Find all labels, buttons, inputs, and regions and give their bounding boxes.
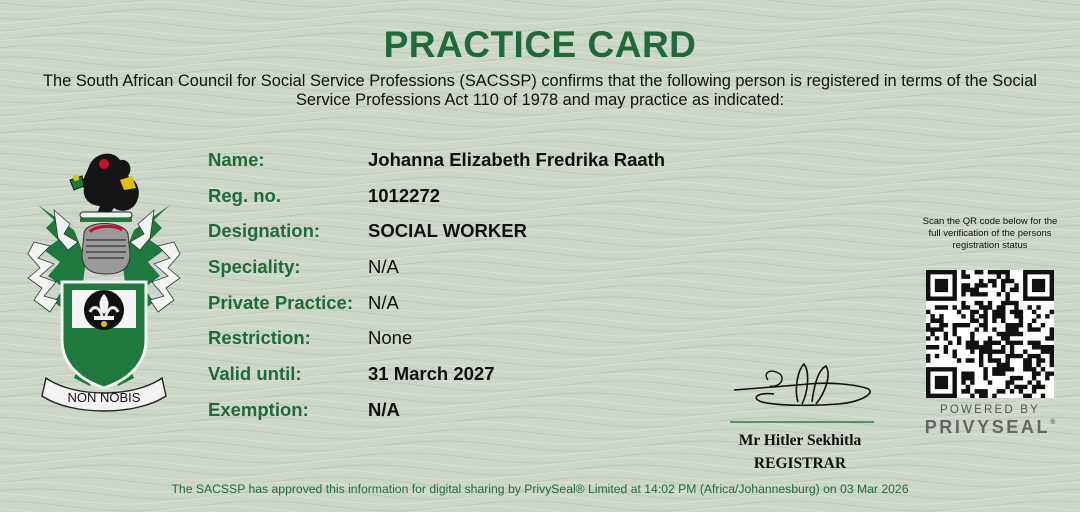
detail-value: N/A xyxy=(368,256,399,278)
registrar-role: REGISTRAR xyxy=(753,455,847,472)
registrar-name: Mr Hitler Sekhitla xyxy=(738,432,862,449)
powered-by-label: POWERED BY xyxy=(940,404,1040,416)
card-intro-text: The South African Council for Social Service Professions (SACSSP) confirms that the following person is registered in terms of the Social Service Professions Act 110 of 1978 and may practice as indicated: xyxy=(43,72,1037,109)
registrar-signature xyxy=(728,358,878,426)
guilloche-line xyxy=(0,117,1080,127)
detail-label: Restriction: xyxy=(208,327,311,349)
privyseal-wordmark: PRIVYSEAL xyxy=(924,417,1051,437)
detail-label: Valid until: xyxy=(208,363,302,385)
detail-value: 31 March 2027 xyxy=(368,363,495,385)
registered-mark: ® xyxy=(1050,419,1056,426)
detail-value: Johanna Elizabeth Fredrika Raath xyxy=(368,149,666,170)
detail-value: N/A xyxy=(368,291,399,313)
card-title: PRACTICE CARD xyxy=(383,24,697,65)
detail-label: Name: xyxy=(208,149,265,170)
detail-value: None xyxy=(368,327,413,349)
detail-value: SOCIAL WORKER xyxy=(368,220,527,242)
detail-label: Speciality: xyxy=(208,256,301,278)
qr-finder-pattern xyxy=(926,367,957,398)
footer-disclaimer: The SACSSP has approved this information for digital sharing by PrivySeal® Limited at 14:02 PM (Africa/Johannesburg) on 03 Mar 2026 xyxy=(171,482,909,496)
detail-label: Designation: xyxy=(208,220,321,242)
detail-label: Private Practice: xyxy=(208,291,354,313)
guilloche-line xyxy=(0,446,1080,456)
guilloche-line xyxy=(0,122,1080,132)
qr-finder-pattern xyxy=(1023,270,1054,301)
detail-value: N/A xyxy=(368,398,400,420)
coat-of-arms-icon xyxy=(24,150,184,412)
guilloche-line xyxy=(0,134,1080,144)
verification-qr-code[interactable] xyxy=(926,270,1054,398)
guilloche-line xyxy=(0,470,1080,480)
guilloche-line xyxy=(0,453,1080,463)
crest-motto-text: NON NOBIS xyxy=(67,390,141,405)
guilloche-line xyxy=(0,0,1080,7)
privyseal-logo xyxy=(912,417,1068,438)
qr-instructions: Scan the QR code below for the full verification of the persons registration status xyxy=(922,216,1058,251)
qr-finder-pattern xyxy=(926,270,957,301)
detail-label: Exemption: xyxy=(208,398,309,420)
detail-label: Reg. no. xyxy=(208,184,281,206)
detail-value: 1012272 xyxy=(368,184,441,206)
